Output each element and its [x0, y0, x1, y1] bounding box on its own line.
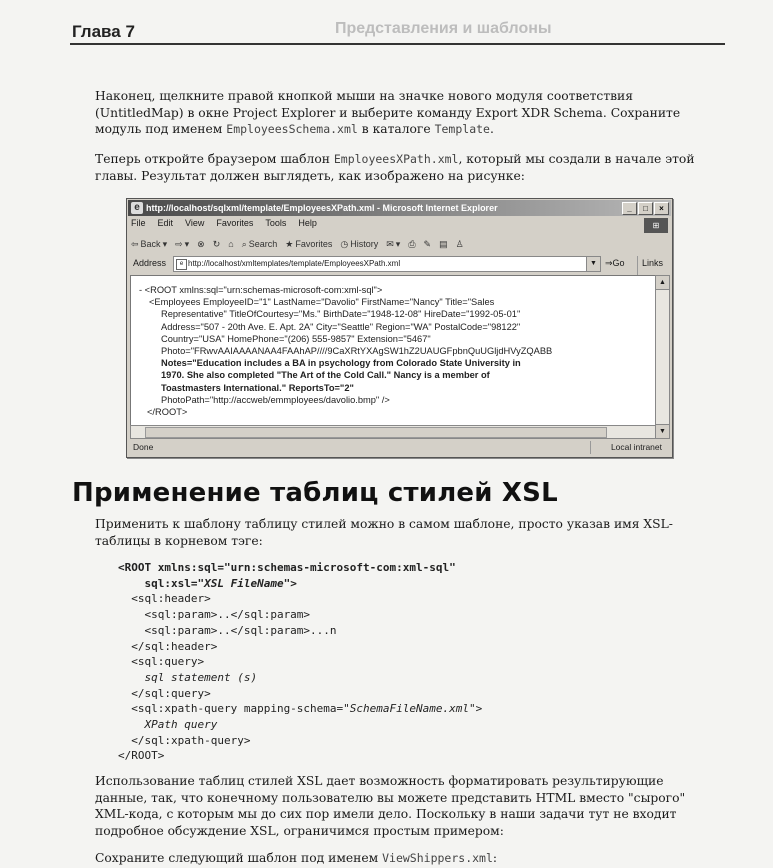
ie-icon: e [131, 202, 143, 214]
refresh-button[interactable] [213, 239, 221, 250]
xml-line: Toastmasters International." ReportsTo="2" [161, 382, 354, 393]
code-listing: <ROOT xmlns:sql="urn:schemas-microsoft-com:xml-sql" sql:xsl="XSL FileName"> <sql:header> <sql:param>..</sql:param> <sql:param>..</sql:param>...n </sql:header> <sql:query> sql statement (s) </sql:query> <sql:xpath-query mapping-schema="SchemaFileName.xml"> XPath query </sql:xpath-query> </ROOT> [118, 561, 483, 763]
messenger-button[interactable] [456, 239, 464, 250]
chapter-label: Глава 7 [72, 22, 135, 41]
address-label: Address [133, 258, 167, 268]
scroll-thumb[interactable] [145, 427, 607, 438]
forward-button[interactable]: ⇨ ▾ [175, 238, 190, 249]
minimize-icon[interactable]: _ [622, 202, 637, 215]
history-button[interactable]: ◷ History [340, 238, 379, 249]
status-zone: Local intranet [590, 441, 662, 454]
save-template-paragraph: Сохраните следующий шаблон под именем ViewShippers.xml: [95, 851, 498, 865]
xml-line: Notes="Education includes a BA in psychology from Colorado State University in [161, 358, 521, 369]
page-icon: e [176, 259, 187, 270]
xml-line[interactable]: - <ROOT xmlns:sql="urn:schemas-microsoft-com:xml-sql"> [139, 285, 383, 295]
refresh-icon: ↻ [212, 238, 221, 249]
edit-icon: ✎ [423, 238, 432, 249]
go-arrow-icon: ⇒ [605, 258, 613, 268]
section-heading: Применение таблиц стилей XSL [72, 478, 558, 508]
back-arrow-icon: ⇦ [131, 238, 139, 249]
intro-paragraph-2: Теперь откройте браузером шаблон EmployeesXPath.xml, который мы создали в начале этой главы. Результат должен выглядеть, как изображено на рисунке: [95, 152, 695, 183]
search-icon: ⌕ [241, 238, 247, 249]
menu-view[interactable]: View [185, 218, 205, 228]
intro-paragraph-1: Наконец, щелкните правой кнопкой мыши на значке нового модуля соответствия (UntitledMap) в окне Project Explorer и выберите команду Export XDR Schema. Сохраните модуль под именем EmployeesSchema.xml в каталоге Template. [95, 89, 681, 136]
stop-icon: ⊗ [197, 238, 205, 249]
discuss-icon: ▤ [439, 238, 448, 249]
go-button[interactable]: ⇒Go [605, 258, 625, 268]
xml-line: </ROOT> [147, 407, 188, 418]
xml-line: Representative" TitleOfCourtesy="Ms." BirthDate="1948-12-08" HireDate="1992-05-01" [161, 309, 521, 320]
address-input[interactable]: e http://localhost/xmltemplates/template/EmployeesXPath.xml [173, 256, 599, 272]
horizontal-scrollbar[interactable] [130, 425, 656, 439]
menu-tools[interactable]: Tools [265, 218, 287, 228]
stop-button[interactable] [197, 239, 205, 250]
mail-button[interactable]: ✉ ▾ [386, 238, 401, 249]
windows-logo-icon: ⊞ [644, 218, 668, 233]
messenger-icon: ♙ [455, 238, 464, 249]
maximize-icon[interactable]: □ [638, 202, 653, 215]
home-icon: ⌂ [228, 239, 234, 249]
xml-line: Country="USA" HomePhone="(206) 555-9857" Extension="5467" [161, 333, 431, 344]
scroll-down-icon[interactable]: ▼ [656, 424, 669, 438]
home-button[interactable] [228, 239, 233, 249]
back-button[interactable]: ⇦ Back ▾ [131, 238, 168, 249]
favorites-button[interactable]: ★ Favorites [285, 238, 333, 249]
print-button[interactable] [408, 239, 415, 250]
header-rule [70, 43, 725, 45]
favorites-icon: ★ [285, 238, 294, 249]
history-icon: ◷ [340, 238, 349, 249]
xml-output [139, 284, 552, 418]
menu-favorites[interactable]: Favorites [216, 218, 254, 228]
xml-line: PhotoPath="http://accweb/emmployees/davolio.bmp" /> [161, 394, 390, 405]
xml-line: Address="507 - 20th Ave. E. Apt. 2A" City="Seattle" Region="WA" PostalCode="98122" [161, 321, 521, 332]
menu-help[interactable]: Help [298, 218, 317, 228]
print-icon: ⎙ [408, 238, 416, 249]
xml-line: 1970. She also completed "The Art of the Cold Call." Nancy is a member of [161, 370, 490, 381]
address-dropdown-icon[interactable]: ▼ [586, 256, 601, 272]
scroll-up-icon[interactable]: ▲ [656, 276, 669, 290]
search-button[interactable]: ⌕ Search [241, 238, 278, 249]
forward-arrow-icon: ⇨ [175, 238, 183, 249]
status-bar [129, 441, 670, 454]
close-icon[interactable]: × [654, 202, 669, 215]
vertical-scrollbar[interactable] [655, 275, 670, 439]
menu-edit[interactable]: Edit [157, 218, 174, 228]
xsl-intro-paragraph: Применить к шаблону таблицу стилей можно в самом шаблоне, просто указав имя XSL-таблицы в корневом тэге: [95, 517, 673, 548]
status-done: Done [133, 442, 154, 452]
address-bar [129, 255, 670, 273]
xml-line: Photo="FRwvAAIAAAANAA4FAAhAP////9CaXRtYXAgSW1hZ2UAUGFpbnQuUGljdHVyZQABB [161, 346, 553, 357]
browser-toolbar [131, 235, 464, 253]
menu-file[interactable]: File [131, 218, 146, 228]
mail-icon: ✉ [386, 238, 394, 249]
xml-line: <Employees EmployeeID="1" LastName="Davolio" FirstName="Nancy" Title="Sales [149, 297, 495, 308]
bleed-through-title: Представления и шаблоны [335, 20, 552, 37]
browser-titlebar: e http://localhost/sqlxml/template/EmployeesXPath.xml - Microsoft Internet Explorer _ □ × [128, 200, 671, 216]
links-button[interactable]: Links [637, 256, 670, 284]
edit-button[interactable] [424, 239, 432, 250]
xsl-usage-paragraph: Использование таблиц стилей XSL дает возможность форматировать результирующие данные, так, что конечному пользователю вы можете представить HTML вместо "сырого" XML-кода, с которым мы до сих пор имели дело. Поскольку в наши задачи тут не входит подробное обсуждение XSL, ограничимся простым примером: [95, 774, 686, 838]
browser-content [130, 275, 656, 439]
browser-window-screenshot [126, 198, 673, 458]
discuss-button[interactable] [439, 239, 448, 250]
browser-menubar [131, 218, 317, 233]
